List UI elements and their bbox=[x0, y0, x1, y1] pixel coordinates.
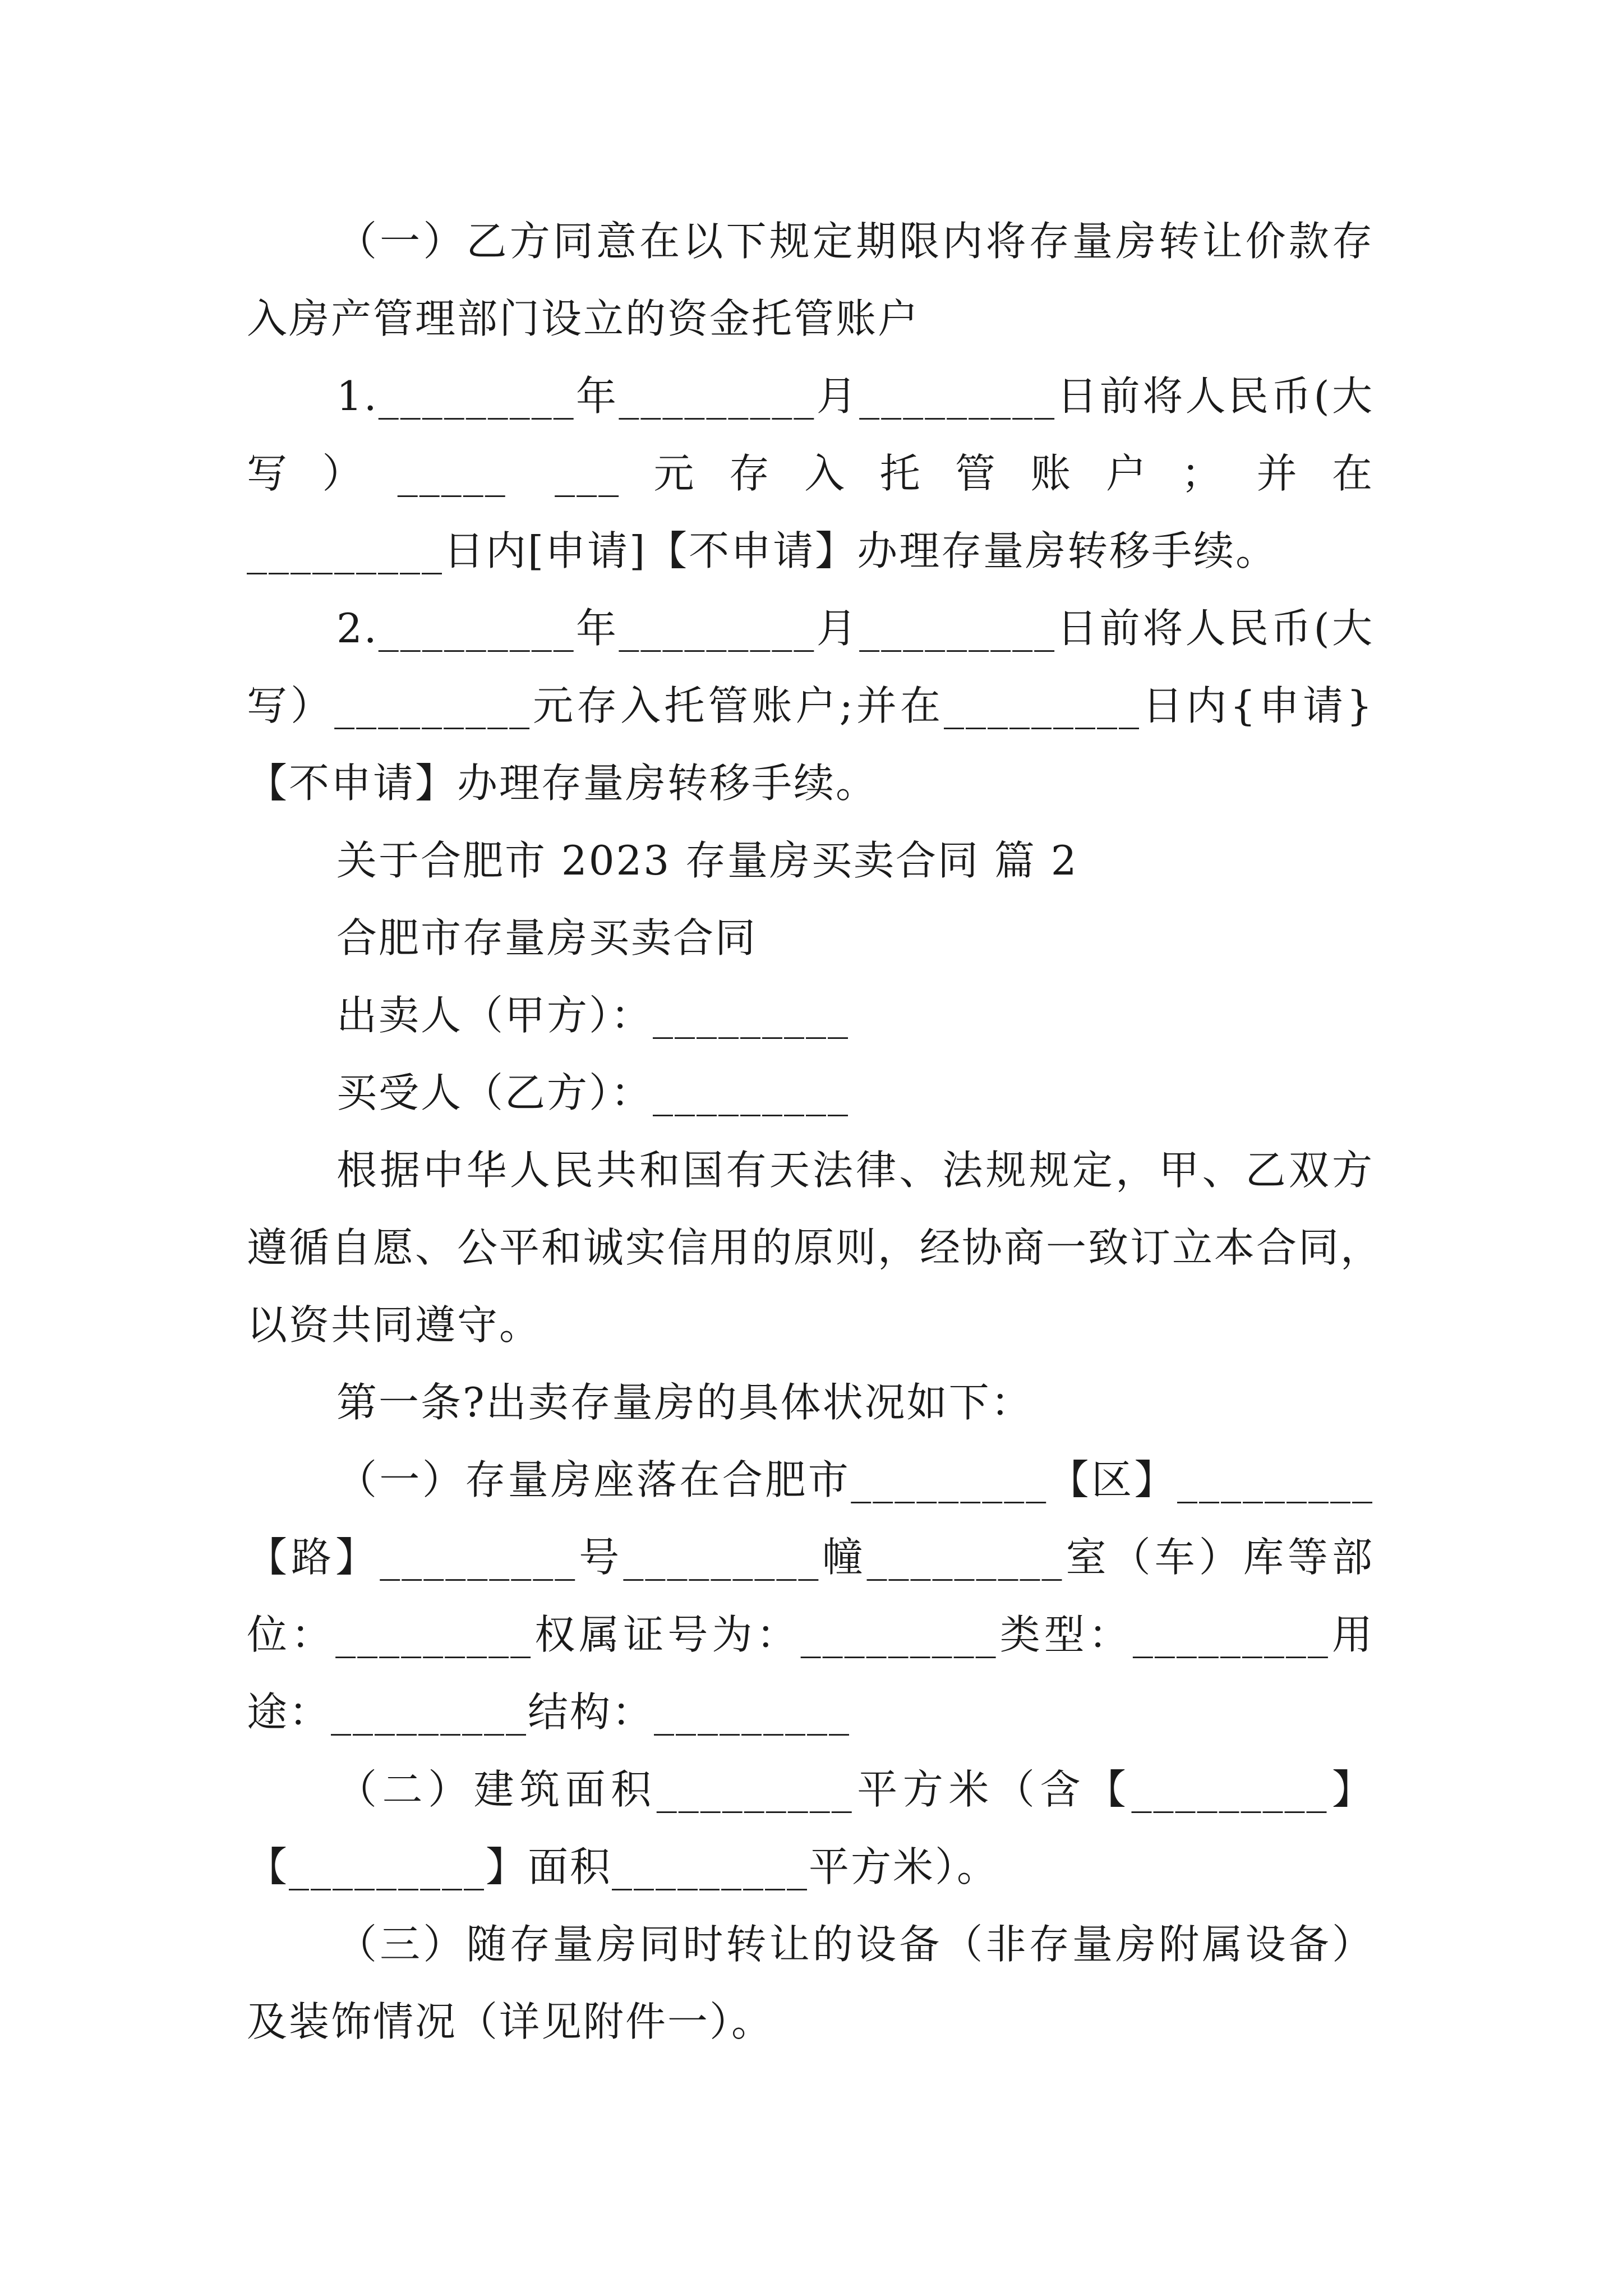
paragraph-line: 【不申请】办理存量房转移手续。 bbox=[247, 760, 878, 807]
paragraph-line: 写）_________元存入托管账户;并在_________日内{申请} bbox=[247, 682, 1374, 729]
paragraph-line: 以资共同遵守。 bbox=[247, 1301, 542, 1349]
paragraph-line: 写）_____ ___元存入托管账户；并在 bbox=[247, 450, 1374, 497]
buyer-line: 买受人（乙方）：_________ bbox=[336, 1069, 850, 1116]
article-heading: 第一条?出卖存量房的具体状况如下： bbox=[336, 1379, 1033, 1426]
paragraph-line: 及装饰情况（详见附件一）。 bbox=[247, 1998, 774, 2045]
paragraph-line: 2._________年_________月_________日前将人民币(大 bbox=[336, 605, 1374, 652]
paragraph-line: 1._________年_________月_________日前将人民币(大 bbox=[336, 372, 1374, 420]
paragraph-line: 【路】_________号_________幢_________室（车）库等部 bbox=[247, 1534, 1374, 1581]
paragraph-line: （一）存量房座落在合肥市_________【区】_________ bbox=[336, 1456, 1374, 1503]
document-title: 合肥市存量房买卖合同 bbox=[336, 914, 758, 961]
paragraph-line: （一）乙方同意在以下规定期限内将存量房转让价款存 bbox=[336, 218, 1374, 265]
section-heading: 关于合肥市 2023 存量房买卖合同 篇 2 bbox=[336, 837, 1078, 884]
paragraph-line: 位：_________权属证号为：_________类型：_________用 bbox=[247, 1611, 1374, 1658]
paragraph-line: （三）随存量房同时转让的设备（非存量房附属设备） bbox=[336, 1921, 1374, 1968]
paragraph-line: 【_________】面积_________平方米）。 bbox=[247, 1843, 999, 1890]
paragraph-line: 途：_________结构：_________ bbox=[247, 1688, 851, 1736]
paragraph-line: 根据中华人民共和国有天法律、法规规定，甲、乙双方 bbox=[336, 1147, 1374, 1194]
seller-line: 出卖人（甲方）：_________ bbox=[336, 992, 850, 1039]
paragraph-line: （二）建筑面积_________平方米（含【_________】 bbox=[336, 1766, 1374, 1813]
paragraph-line: 入房产管理部门设立的资金托管账户 bbox=[247, 295, 920, 342]
paragraph-line: 遵循自愿、公平和诚实信用的原则，经协商一致订立本合同， bbox=[247, 1224, 1383, 1271]
paragraph-line: _________日内[申请]【不申请】办理存量房转移手续。 bbox=[247, 527, 1278, 574]
